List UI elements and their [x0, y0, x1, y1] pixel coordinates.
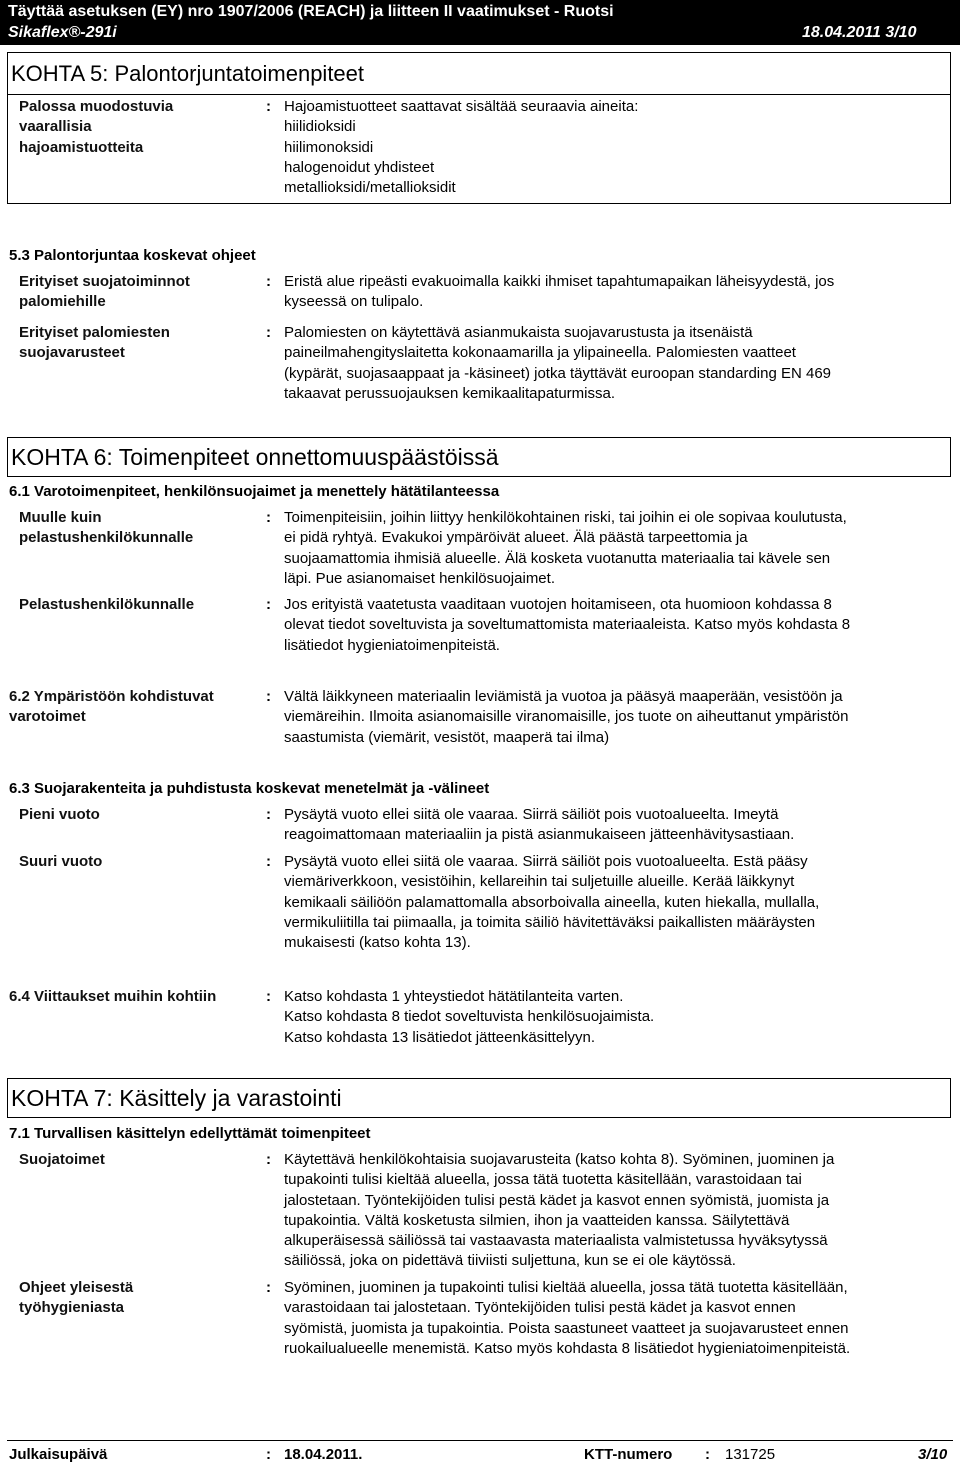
colon: :	[266, 806, 271, 823]
non-emergency-label: Muulle kuin pelastushenkilökunnalle	[19, 509, 194, 547]
environmental-precautions-text: Vältä läikkyneen materiaalin leviämistä ja vuotoa ja pääsyä maaperään, vesistöön ja viemäreihin. Ilmoita asianomaisille viranomaisille, jos tuote on aiheuttanut ympäristön saastumista (viemärit, vesistöt, maaperä tai ilma)	[284, 688, 849, 746]
large-spill-text: Pysäytä vuoto ellei siitä ole vaaraa. Siirrä säiliöt pois vuotoalueelta. Estä pääsy viemäriverkkoon, vesistöihin, kellareihin tai suljetuille alueille. Kerää läikkynyt kemikaali säiliöön palamattomalla absorboivalla aineella, kuten hiekalla, mullalla, vermikuliitilla tai piimaalla, ja toimita säiliö hävitettäväksi paikallisten määräysten mukaisesti (katso kohta 13).	[284, 853, 820, 952]
large-spill-label: Suuri vuoto	[19, 853, 103, 870]
regulation-title: Täyttää asetuksen (EY) nro 1907/2006 (REACH) ja liitteen II vaatimukset - Ruotsi	[8, 3, 614, 20]
ktt-number-value: 131725	[725, 1446, 776, 1463]
emergency-label: Pelastushenkilökunnalle	[19, 596, 195, 613]
protective-measures-label: Suojatoimet	[19, 1151, 105, 1168]
subsection-7-1-title: 7.1 Turvallisen käsittelyn edellyttämät toimenpiteet	[9, 1125, 371, 1142]
hazardous-products-label: Palossa muodostuvia vaarallisia hajoamistuotteita	[19, 98, 174, 156]
colon: :	[266, 596, 271, 613]
protective-equipment-text: Palomiesten on käytettävä asianmukaista suojavarustusta ja itsenäistä paineilmahengityslaitetta kokonaamarilla ja ylipaineella. Palomiesten vaatteet (kypärät, suojasaappaat ja -käsineet) jotka täyttävät euroopan standarding EN 469 takaavat perussuojauksen kemikaalitapaturmissa.	[284, 324, 832, 402]
hazardous-products-text: Hajoamistuotteet saattavat sisältää seuraavia aineita: hiilidioksidi hiilimonoksidi halogenoidut yhdisteet metallioksidi/metallioksidit	[284, 98, 639, 197]
section-6-title: KOHTA 6: Toimenpiteet onnettomuuspäästöissä	[11, 444, 499, 470]
colon: :	[266, 988, 271, 1005]
colon: :	[266, 1279, 271, 1296]
section-7-box	[7, 1078, 951, 1118]
document-header	[0, 0, 960, 45]
small-spill-label: Pieni vuoto	[19, 806, 100, 823]
subsection-5-3-title: 5.3 Palontorjuntaa koskevat ohjeet	[9, 247, 256, 264]
colon: :	[705, 1446, 710, 1463]
product-name: Sikaflex®-291i	[8, 24, 117, 41]
colon: :	[266, 1446, 271, 1463]
section-divider	[8, 94, 950, 95]
non-emergency-text: Toimenpiteisiin, joihin liittyy henkilökohtainen riski, tai joihin ei ole sopivaa koulutusta, ei pidä ryhtyä. Evakukoi ympäröivät alueet. Älä päästä tarpeettomia ja suojaamattomia ihmisiä alueelle. Älä kosketa vuotanutta materiaalia tai kävele sen läpi. Pue asianomaiset henkilösuojaimet.	[284, 509, 847, 587]
subsection-6-3-title: 6.3 Suojarakenteita ja puhdistusta koskevat menetelmät ja -välineet	[9, 780, 490, 797]
header-date-page: 18.04.2011 3/10	[802, 24, 917, 41]
protective-measures-text: Käytettävä henkilökohtaisia suojavarusteita (katso kohta 8). Syöminen, juominen ja tupakointi tulisi kieltää alueella, jossa tätä tuotetta käsitellään, varastoidaan tai jalostetaan. Työntekijöiden tulisi pestä kädet ja kasvot ennen syömistä, juomista ja tupakointia. Vältä kosketusta silmien, ihon ja vaatteiden kanssa. Säilytettävä alkuperäisessä säiliössä tai vastaavasta materiaalista valmistetussa hyväksytyssä säiliössä, joka on pidettävä tiiviisti suljettuna, kun se ei ole käytössä.	[284, 1151, 835, 1270]
publication-date-label: Julkaisupäivä	[9, 1446, 108, 1463]
subsection-6-1-title: 6.1 Varotoimenpiteet, henkilönsuojaimet ja menettely hätätilanteessa	[9, 483, 500, 500]
colon: :	[266, 509, 271, 526]
colon: :	[266, 324, 271, 341]
colon: :	[266, 98, 271, 115]
hygiene-label: Ohjeet yleisestä työhygieniasta	[19, 1279, 134, 1317]
small-spill-text: Pysäytä vuoto ellei siitä ole vaaraa. Siirrä säiliöt pois vuotoalueelta. Imeytä reagoimattomaan materiaaliin ja pistä asianmukaiseen jätteenhävitysastiaan.	[284, 806, 795, 844]
references-label: 6.4 Viittaukset muihin kohtiin	[9, 988, 217, 1005]
footer-divider	[7, 1440, 953, 1441]
section-5-title: KOHTA 5: Palontorjuntatoimenpiteet	[11, 61, 365, 86]
section-7-title: KOHTA 7: Käsittely ja varastointi	[11, 1085, 342, 1111]
ktt-number-label: KTT-numero	[584, 1446, 673, 1463]
environmental-precautions-label: 6.2 Ympäristöön kohdistuvat varotoimet	[9, 688, 214, 726]
references-text: Katso kohdasta 1 yhteystiedot hätätilanteita varten. Katso kohdasta 8 tiedot soveltuvista henkilösuojaimista. Katso kohdasta 13 lisätiedot jätteenkäsittelyyn.	[284, 988, 655, 1046]
colon: :	[266, 688, 271, 705]
special-actions-text: Eristä alue ripeästi evakuoimalla kaikki ihmiset tapahtumapaikan läheisyydestä, jos kyseessä on tulipalo.	[284, 273, 835, 311]
special-actions-label: Erityiset suojatoiminnot palomiehille	[19, 273, 190, 311]
protective-equipment-label: Erityiset palomiesten suojavarusteet	[19, 324, 170, 362]
publication-date-value: 18.04.2011.	[284, 1446, 363, 1463]
colon: :	[266, 273, 271, 290]
colon: :	[266, 853, 271, 870]
emergency-text: Jos erityistä vaatetusta vaaditaan vuotojen hoitamiseen, ota huomioon kohdassa 8 olevat tiedot soveltuvista ja soveltumattomista materiaaleista. Katso myös kohdasta 8 lisätiedot hygieniatoimenpiteistä.	[284, 596, 851, 654]
section-6-box	[7, 437, 951, 477]
page-number: 3/10	[918, 1446, 948, 1463]
colon: :	[266, 1151, 271, 1168]
hygiene-text: Syöminen, juominen ja tupakointi tulisi kieltää alueella, jossa tätä tuotetta käsitellään, varastoidaan tai jalostetaan. Työntekijöiden tulisi pestä kädet ja kasvot ennen syömistä, juomista ja tupakointia. Poista saastuneet vaatteet ja suojavarusteet ennen ruokailualueelle menemistä. Katso myös kohdasta 8 lisätiedot hygieniatoimenpiteistä.	[284, 1279, 851, 1357]
